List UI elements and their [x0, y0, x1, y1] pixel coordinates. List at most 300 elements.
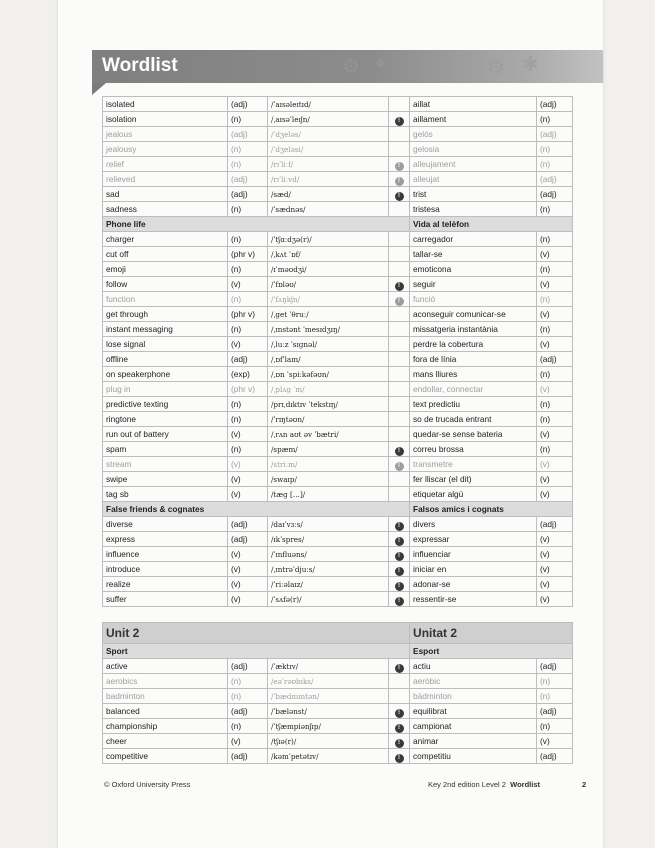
part-of-speech: (n) — [228, 232, 268, 247]
part-of-speech: (n) — [228, 112, 268, 127]
word-row — [103, 532, 573, 547]
note-marker-cell — [389, 674, 410, 689]
catalan-part-of-speech: (n) — [537, 412, 573, 427]
part-of-speech: (n) — [228, 262, 268, 277]
note-marker-cell — [389, 577, 410, 592]
pronunciation: /ˈrɪŋtəʊn/ — [268, 412, 389, 427]
part-of-speech: (n) — [228, 442, 268, 457]
word-row — [103, 187, 573, 202]
catalan-part-of-speech: (n) — [537, 442, 573, 457]
word-row — [103, 689, 573, 704]
english-word: charger — [103, 232, 228, 247]
english-word: cut off — [103, 247, 228, 262]
note-marker-cell — [389, 547, 410, 562]
catalan-translation: bàdminton — [410, 689, 537, 704]
footer-edition: Key 2nd edition Level 2 — [428, 780, 506, 789]
english-word: championship — [103, 719, 228, 734]
part-of-speech: (adj) — [228, 97, 268, 112]
catalan-part-of-speech: (adj) — [537, 127, 573, 142]
catalan-translation: perdre la cobertura — [410, 337, 537, 352]
note-marker-cell — [389, 562, 410, 577]
part-of-speech: (v) — [228, 734, 268, 749]
note-marker-cell — [389, 442, 410, 457]
word-row — [103, 277, 573, 292]
note-marker-cell — [389, 704, 410, 719]
word-row — [103, 307, 573, 322]
section-title: Phone life — [103, 217, 410, 232]
part-of-speech: (v) — [228, 472, 268, 487]
page-number: 2 — [582, 780, 587, 789]
ball-icon: ✦ — [372, 54, 389, 76]
catalan-translation: etiquetar algú — [410, 487, 537, 502]
part-of-speech: (v) — [228, 487, 268, 502]
unit-title: Unit 2 — [103, 623, 410, 644]
part-of-speech: (n) — [228, 142, 268, 157]
english-word: sad — [103, 187, 228, 202]
word-row — [103, 322, 573, 337]
english-word: jealous — [103, 127, 228, 142]
english-word: cheer — [103, 734, 228, 749]
pronunciation: /tæɡ […]/ — [268, 487, 389, 502]
word-row — [103, 337, 573, 352]
exclamation-icon: ! — [395, 567, 404, 576]
note-marker-cell — [389, 277, 410, 292]
note-marker-cell — [389, 292, 410, 307]
english-word: emoji — [103, 262, 228, 277]
catalan-translation: gelosia — [410, 142, 537, 157]
exclamation-icon: ! — [395, 724, 404, 733]
section-title-ca: Esport — [410, 644, 573, 659]
part-of-speech: (adj) — [228, 659, 268, 674]
part-of-speech: (adj) — [228, 187, 268, 202]
section-title: Sport — [103, 644, 410, 659]
note-marker-cell — [389, 719, 410, 734]
catalan-part-of-speech: (n) — [537, 112, 573, 127]
english-word: sadness — [103, 202, 228, 217]
word-row — [103, 719, 573, 734]
catalan-translation: endollar, connectar — [410, 382, 537, 397]
catalan-translation: funció — [410, 292, 537, 307]
english-word: isolation — [103, 112, 228, 127]
part-of-speech: (v) — [228, 427, 268, 442]
word-row — [103, 232, 573, 247]
word-row — [103, 577, 573, 592]
catalan-part-of-speech: (v) — [537, 577, 573, 592]
note-marker-cell — [389, 157, 410, 172]
english-word: realize — [103, 577, 228, 592]
note-marker-cell — [389, 322, 410, 337]
catalan-translation: seguir — [410, 277, 537, 292]
word-row — [103, 157, 573, 172]
english-word: ringtone — [103, 412, 228, 427]
note-marker-cell — [389, 172, 410, 187]
catalan-part-of-speech: (v) — [537, 487, 573, 502]
pronunciation: /ˈtʃɑːdʒə(r)/ — [268, 232, 389, 247]
exclamation-icon: ! — [395, 297, 404, 306]
part-of-speech: (adj) — [228, 127, 268, 142]
pronunciation: /ˌɒfˈlaɪn/ — [268, 352, 389, 367]
pronunciation: /spæm/ — [268, 442, 389, 457]
word-row — [103, 112, 573, 127]
catalan-part-of-speech: (adj) — [537, 749, 573, 764]
part-of-speech: (adj) — [228, 172, 268, 187]
part-of-speech: (v) — [228, 277, 268, 292]
word-row — [103, 367, 573, 382]
note-marker-cell — [389, 187, 410, 202]
note-marker-cell — [389, 352, 410, 367]
word-row — [103, 704, 573, 719]
pronunciation: /ˈfɒləʊ/ — [268, 277, 389, 292]
pronunciation: /rɪˈliːvd/ — [268, 172, 389, 187]
catalan-part-of-speech: (adj) — [537, 352, 573, 367]
note-marker-cell — [389, 112, 410, 127]
pronunciation: /ˈfʌŋkʃn/ — [268, 292, 389, 307]
english-word: active — [103, 659, 228, 674]
catalan-translation: actiu — [410, 659, 537, 674]
word-row — [103, 202, 573, 217]
exclamation-icon: ! — [395, 597, 404, 606]
pronunciation: /ˌɒn ˈspiːkəfəʊn/ — [268, 367, 389, 382]
catalan-translation: aconseguir comunicar-se — [410, 307, 537, 322]
unit-title-ca: Unitat 2 — [410, 623, 573, 644]
word-row — [103, 562, 573, 577]
exclamation-icon: ! — [395, 447, 404, 456]
note-marker-cell — [389, 457, 410, 472]
catalan-translation: carregador — [410, 232, 537, 247]
english-word: get through — [103, 307, 228, 322]
note-marker-cell — [389, 307, 410, 322]
note-marker-cell — [389, 689, 410, 704]
part-of-speech: (phr v) — [228, 247, 268, 262]
section-title-ca: Vida al telèfon — [410, 217, 573, 232]
catalan-part-of-speech: (adj) — [537, 704, 573, 719]
note-marker-cell — [389, 262, 410, 277]
catalan-part-of-speech: (adj) — [537, 97, 573, 112]
exclamation-icon: ! — [395, 462, 404, 471]
note-marker-cell — [389, 487, 410, 502]
catalan-part-of-speech: (n) — [537, 157, 573, 172]
pronunciation: /prɪˌdɪktɪv ˈtekstɪŋ/ — [268, 397, 389, 412]
english-word: relieved — [103, 172, 228, 187]
part-of-speech: (n) — [228, 397, 268, 412]
catalan-translation: missatgeria instantània — [410, 322, 537, 337]
pronunciation: /ˌɪntrəˈdjuːs/ — [268, 562, 389, 577]
part-of-speech: (phr v) — [228, 382, 268, 397]
catalan-translation: text predictiu — [410, 397, 537, 412]
english-word: aerobics — [103, 674, 228, 689]
word-row — [103, 487, 573, 502]
catalan-part-of-speech: (v) — [537, 337, 573, 352]
english-word: isolated — [103, 97, 228, 112]
pronunciation: /ˈriːəlaɪz/ — [268, 577, 389, 592]
note-marker-cell — [389, 592, 410, 607]
note-marker-cell — [389, 142, 410, 157]
pronunciation: /ˈdʒeləs/ — [268, 127, 389, 142]
english-word: lose signal — [103, 337, 228, 352]
catalan-translation: equilibrat — [410, 704, 537, 719]
pronunciation: /ˌaɪsəˈleɪʃn/ — [268, 112, 389, 127]
exclamation-icon: ! — [395, 754, 404, 763]
pronunciation: /ˌkʌt ˈɒf/ — [268, 247, 389, 262]
english-word: instant messaging — [103, 322, 228, 337]
exclamation-icon: ! — [395, 162, 404, 171]
pronunciation: /ˈbælənst/ — [268, 704, 389, 719]
pronunciation: /ɪˈməʊdʒi/ — [268, 262, 389, 277]
english-word: express — [103, 532, 228, 547]
word-row — [103, 292, 573, 307]
pronunciation: /ˌluːz ˈsɪɡnəl/ — [268, 337, 389, 352]
catalan-translation: aillament — [410, 112, 537, 127]
pronunciation: /ˈtʃæmpiənʃɪp/ — [268, 719, 389, 734]
header-banner — [92, 50, 603, 83]
word-row — [103, 472, 573, 487]
note-marker-cell — [389, 532, 410, 547]
part-of-speech: (n) — [228, 674, 268, 689]
catalan-translation: expressar — [410, 532, 537, 547]
part-of-speech: (adj) — [228, 704, 268, 719]
english-word: diverse — [103, 517, 228, 532]
catalan-translation: emoticona — [410, 262, 537, 277]
catalan-part-of-speech: (n) — [537, 367, 573, 382]
pronunciation: /kəmˈpetətɪv/ — [268, 749, 389, 764]
english-word: plug in — [103, 382, 228, 397]
catalan-part-of-speech: (n) — [537, 689, 573, 704]
word-row — [103, 592, 573, 607]
word-row — [103, 442, 573, 457]
exclamation-icon: ! — [395, 739, 404, 748]
word-row — [103, 674, 573, 689]
part-of-speech: (exp) — [228, 367, 268, 382]
note-marker-cell — [389, 659, 410, 674]
catalan-translation: transmetre — [410, 457, 537, 472]
catalan-translation: divers — [410, 517, 537, 532]
pronunciation: /ˈdʒeləsi/ — [268, 142, 389, 157]
catalan-part-of-speech: (v) — [537, 457, 573, 472]
note-marker-cell — [389, 337, 410, 352]
catalan-translation: aeròbic — [410, 674, 537, 689]
cyclist-icon: ⚙ — [342, 56, 360, 78]
gear-icon: ⚙ — [487, 57, 505, 79]
catalan-translation: so de trucada entrant — [410, 412, 537, 427]
unit-heading-row — [103, 623, 573, 644]
catalan-part-of-speech: (v) — [537, 547, 573, 562]
catalan-translation: quedar-se sense bateria — [410, 427, 537, 442]
part-of-speech: (v) — [228, 457, 268, 472]
catalan-translation: ressentir-se — [410, 592, 537, 607]
catalan-part-of-speech: (v) — [537, 592, 573, 607]
catalan-part-of-speech: (n) — [537, 202, 573, 217]
catalan-part-of-speech: (v) — [537, 277, 573, 292]
pronunciation: /tʃɪə(r)/ — [268, 734, 389, 749]
catalan-part-of-speech: (n) — [537, 292, 573, 307]
exclamation-icon: ! — [395, 117, 404, 126]
catalan-translation: iniciar en — [410, 562, 537, 577]
pronunciation: /ˌɪnstənt ˈmesɪdʒɪŋ/ — [268, 322, 389, 337]
part-of-speech: (n) — [228, 292, 268, 307]
word-row — [103, 247, 573, 262]
word-row — [103, 97, 573, 112]
section-header-row — [103, 502, 573, 517]
word-row — [103, 517, 573, 532]
catalan-part-of-speech: (v) — [537, 382, 573, 397]
note-marker-cell — [389, 397, 410, 412]
part-of-speech: (adj) — [228, 532, 268, 547]
catalan-translation: animar — [410, 734, 537, 749]
catalan-translation: mans lliures — [410, 367, 537, 382]
exclamation-icon: ! — [395, 664, 404, 673]
part-of-speech: (n) — [228, 689, 268, 704]
catalan-part-of-speech: (n) — [537, 142, 573, 157]
pronunciation: /ˈbædmɪntən/ — [268, 689, 389, 704]
part-of-speech: (n) — [228, 719, 268, 734]
catalan-part-of-speech: (adj) — [537, 517, 573, 532]
catalan-part-of-speech: (n) — [537, 232, 573, 247]
english-word: spam — [103, 442, 228, 457]
word-row — [103, 412, 573, 427]
catalan-part-of-speech: (adj) — [537, 187, 573, 202]
unit2-wordlist-table — [102, 622, 573, 764]
catalan-part-of-speech: (n) — [537, 674, 573, 689]
english-word: tag sb — [103, 487, 228, 502]
exclamation-icon: ! — [395, 192, 404, 201]
note-marker-cell — [389, 247, 410, 262]
section-header-row — [103, 217, 573, 232]
english-word: balanced — [103, 704, 228, 719]
catalan-translation: gelós — [410, 127, 537, 142]
pronunciation: /sæd/ — [268, 187, 389, 202]
word-row — [103, 734, 573, 749]
page-title: Wordlist — [102, 55, 178, 76]
pronunciation: /rɪˈliːf/ — [268, 157, 389, 172]
part-of-speech: (n) — [228, 157, 268, 172]
pronunciation: /striːm/ — [268, 457, 389, 472]
english-word: stream — [103, 457, 228, 472]
catalan-translation: trist — [410, 187, 537, 202]
part-of-speech: (adj) — [228, 517, 268, 532]
english-word: jealousy — [103, 142, 228, 157]
catalan-part-of-speech: (n) — [537, 322, 573, 337]
catalan-part-of-speech: (adj) — [537, 172, 573, 187]
part-of-speech: (v) — [228, 337, 268, 352]
english-word: introduce — [103, 562, 228, 577]
exclamation-icon: ! — [395, 282, 404, 291]
part-of-speech: (v) — [228, 562, 268, 577]
word-row — [103, 382, 573, 397]
catalan-part-of-speech: (v) — [537, 472, 573, 487]
pronunciation: /swaɪp/ — [268, 472, 389, 487]
part-of-speech: (adj) — [228, 352, 268, 367]
word-row — [103, 659, 573, 674]
word-row — [103, 352, 573, 367]
english-word: on speakerphone — [103, 367, 228, 382]
catalan-translation: correu brossa — [410, 442, 537, 457]
catalan-translation: competitiu — [410, 749, 537, 764]
catalan-translation: fora de línia — [410, 352, 537, 367]
part-of-speech: (v) — [228, 547, 268, 562]
exclamation-icon: ! — [395, 582, 404, 591]
word-row — [103, 427, 573, 442]
pronunciation: /ɪkˈspres/ — [268, 532, 389, 547]
pronunciation: /ˈɪnfluəns/ — [268, 547, 389, 562]
pronunciation: /ˌrʌn aʊt əv ˈbætri/ — [268, 427, 389, 442]
part-of-speech: (n) — [228, 412, 268, 427]
catalan-part-of-speech: (v) — [537, 532, 573, 547]
pronunciation: /ˈsædnəs/ — [268, 202, 389, 217]
english-word: badminton — [103, 689, 228, 704]
english-word: relief — [103, 157, 228, 172]
section-title: False friends & cognates — [103, 502, 410, 517]
catalan-translation: tallar-se — [410, 247, 537, 262]
english-word: competitive — [103, 749, 228, 764]
pronunciation: /ˈaɪsəleɪtɪd/ — [268, 97, 389, 112]
footer-edition-line — [428, 780, 540, 789]
note-marker-cell — [389, 202, 410, 217]
pronunciation: /ˌget ˈθruː/ — [268, 307, 389, 322]
note-marker-cell — [389, 517, 410, 532]
note-marker-cell — [389, 412, 410, 427]
catalan-part-of-speech: (adj) — [537, 659, 573, 674]
word-row — [103, 262, 573, 277]
part-of-speech: (v) — [228, 577, 268, 592]
section-title-ca: Falsos amics i cognats — [410, 502, 573, 517]
exclamation-icon: ! — [395, 552, 404, 561]
catalan-translation: influenciar — [410, 547, 537, 562]
catalan-translation: tristesa — [410, 202, 537, 217]
note-marker-cell — [389, 734, 410, 749]
part-of-speech: (phr v) — [228, 307, 268, 322]
word-row — [103, 397, 573, 412]
english-word: influence — [103, 547, 228, 562]
pronunciation: /ˈsʌfə(r)/ — [268, 592, 389, 607]
catalan-part-of-speech: (v) — [537, 427, 573, 442]
word-row — [103, 172, 573, 187]
catalan-part-of-speech: (v) — [537, 307, 573, 322]
note-marker-cell — [389, 427, 410, 442]
pronunciation: /ˌplʌɡ ˈɪn/ — [268, 382, 389, 397]
english-word: run out of battery — [103, 427, 228, 442]
catalan-translation: alleujament — [410, 157, 537, 172]
english-word: suffer — [103, 592, 228, 607]
english-word: function — [103, 292, 228, 307]
part-of-speech: (n) — [228, 322, 268, 337]
note-marker-cell — [389, 127, 410, 142]
word-row — [103, 127, 573, 142]
part-of-speech: (v) — [228, 592, 268, 607]
note-marker-cell — [389, 382, 410, 397]
catalan-translation: aillat — [410, 97, 537, 112]
catalan-translation: fer lliscar (el dit) — [410, 472, 537, 487]
catalan-part-of-speech: (v) — [537, 734, 573, 749]
english-word: follow — [103, 277, 228, 292]
catalan-part-of-speech: (n) — [537, 719, 573, 734]
note-marker-cell — [389, 232, 410, 247]
word-row — [103, 547, 573, 562]
catalan-part-of-speech: (v) — [537, 247, 573, 262]
note-marker-cell — [389, 749, 410, 764]
section-header-row — [103, 644, 573, 659]
catalan-part-of-speech: (n) — [537, 262, 573, 277]
footer-section: Wordlist — [510, 780, 541, 789]
banner-tail — [92, 83, 106, 95]
exclamation-icon: ! — [395, 177, 404, 186]
exclamation-icon: ! — [395, 709, 404, 718]
star-icon: ✱ — [522, 54, 539, 76]
catalan-translation: adonar-se — [410, 577, 537, 592]
catalan-translation: alleujat — [410, 172, 537, 187]
footer-publisher: © Oxford University Press — [104, 780, 191, 789]
note-marker-cell — [389, 97, 410, 112]
unit1-wordlist-table — [102, 96, 573, 607]
